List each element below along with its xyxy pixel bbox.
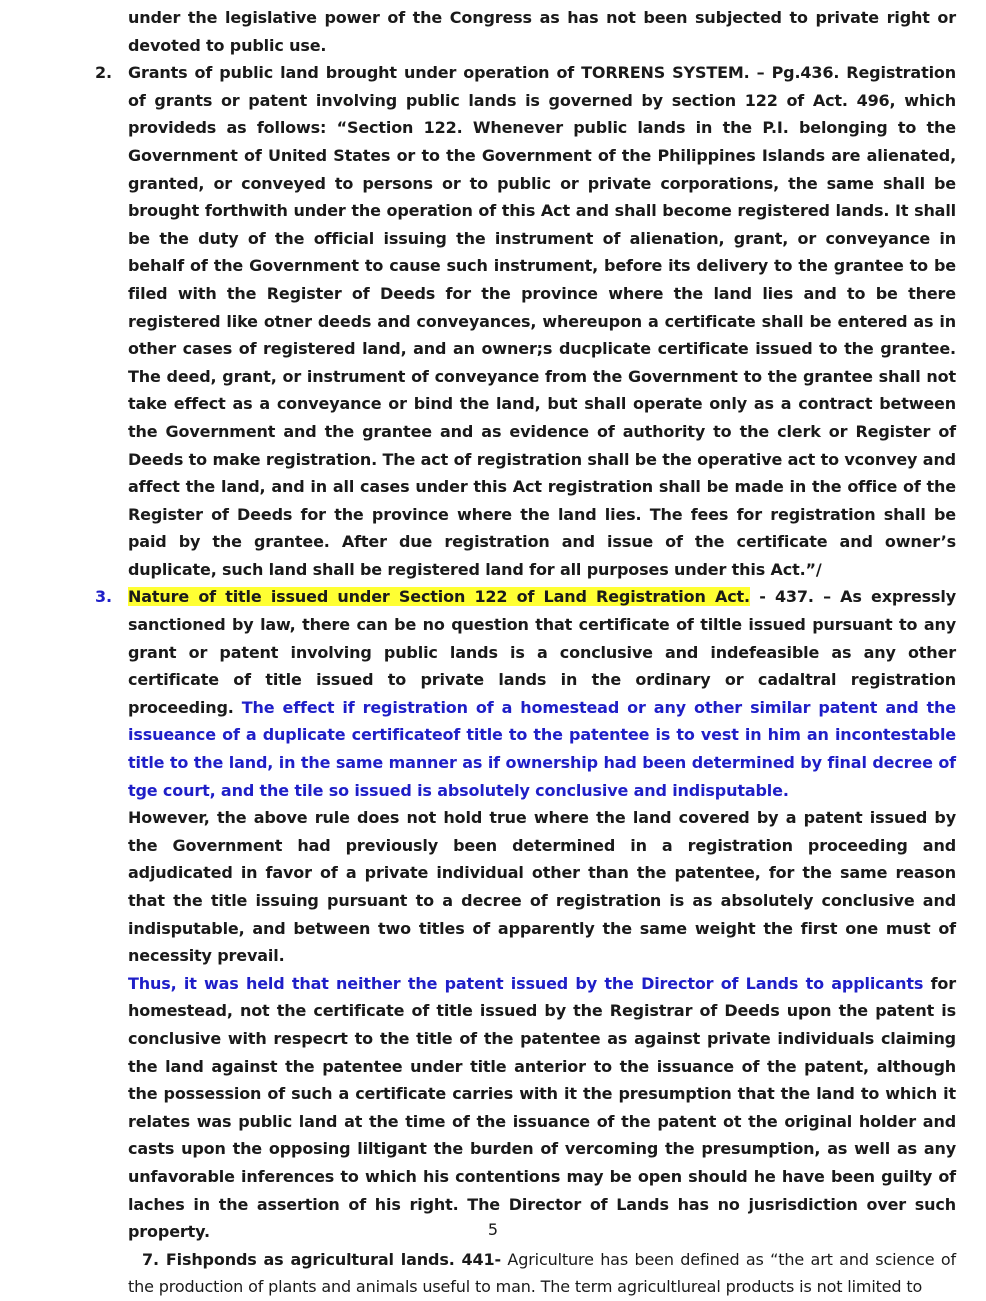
item-3-paragraph-2: However, the above rule does not hold true where the land covered by a patent issued by the Government had previously been determined in a registration proceeding and adjudicated in favor of a private individual other than the patentee, for the same reason that the title issuing pursuant to a decree of registration is as absolutely conclusive and indisputable, and between two titles of apparently the same weight the first one must of necessity prevail. [128,808,956,966]
item-7-text: Agriculture has been defined as “the art and science of the production of plants and animals useful to man. The term agricultlureal products is not limited to [128,1249,956,1297]
item-3-blue-text-1: The effect if registration of a homestead or any other similar patent and the issueance of a duplicate certificateof title to the patentee is to vest in him an incontestable title to the land, in the same manner as if ownership had been determined by final decree of tge court, and the tile so issued is absolutely conclusive and indisputable. [128,697,957,800]
item-7-heading: 7. Fishponds as agricultural lands. 441- [142,1249,501,1269]
list-item-3 [95,583,957,1245]
list-number-3: 3. [95,587,112,607]
item-3-text-3: for homestead, not the certificate of title issued by the Registrar of Deeds upon the patent is conclusive with respecrt to the title of the patentee as against private individuals claiming the land against the patentee under title anterior to the issuance of the patent, although the possession of such a certificate carries with it the presumption that the land to which it relates was public land at the time of the issuance of the patent ot the original holder and casts upon the opposing liltigant the burden of vercoming the presumption, as well as any unfavorable inferences to which his contentions may be open should he have been guilty of laches in the assertion of his right. The Director of Lands has no jusrisdiction over such property. [128,973,956,1242]
page-number: 5 [487,1220,499,1239]
item-3-paragraph-1 [128,583,956,804]
intro-paragraph: under the legislative power of the Congress as has not been subjected to private right or devoted to public use. [128,8,956,55]
item-7-paragraph [128,1246,956,1301]
item-3-text-1: - 437. – As expressly sanctioned by law, there can be no question that certificate of tiltle issued pursuant to any grant or patent involving public lands is a conclusive and indefeasible as any other certificate of title issued to private lands in the ordinary or cadaltral registration proceeding. [128,587,957,717]
item-3-paragraph-3 [128,970,956,1246]
list-item-2 [95,59,956,583]
highlighted-heading: Nature of title issued under Section 122 of Land Registration Act. [128,587,750,607]
page-body [95,4,957,1301]
list-number-2: 2. [95,63,112,83]
item-3-blue-text-2: Thus, it was held that neither the patent issued by the Director of Lands to applicants [128,973,924,993]
item-2-text: Grants of public land brought under operation of TORRENS SYSTEM. – Pg.436. Registration of grants or patent involving public lands is governed by section 122 of Act. 496, which provideds as follows: “Section 122. Whenever public lands in the P.I. belonging to the Government of United States or to the Government of the Philippines Islands are alienated, granted, or conveyed to persons or to public or private corporations, the same shall be brought forthwith under the operation of this Act and shall become registered lands. It shall be the duty of the official issuing the instrument of alienation, grant, or conveyance in behalf of the Government to cause such instrument, before its delivery to the grantee to be filed with the Register of Deeds for the province where the land lies and to be there registered like otner deeds and conveyances, whereupon a certificate shall be entered as in other cases of registered land, and an owner;s ducplicate certificate issued to the grantee. The deed, grant, or instrument of conveyance from the Government to the grantee shall not take effect as a conveyance or bind the land, but shall operate only as a contract between the Government and the grantee and as evidence of authority to the clerk or Register of Deeds to make registration. The act of registration shall be the operative act to vconvey and affect the land, and in all cases under this Act registration shall be made in the office of the Register of Deeds for the province where the land lies. The fees for registration shall be paid by the grantee. After due registration and issue of the certificate and owner’s duplicate, such land shall be registered land for all purposes under this Act.”/ [128,63,956,579]
